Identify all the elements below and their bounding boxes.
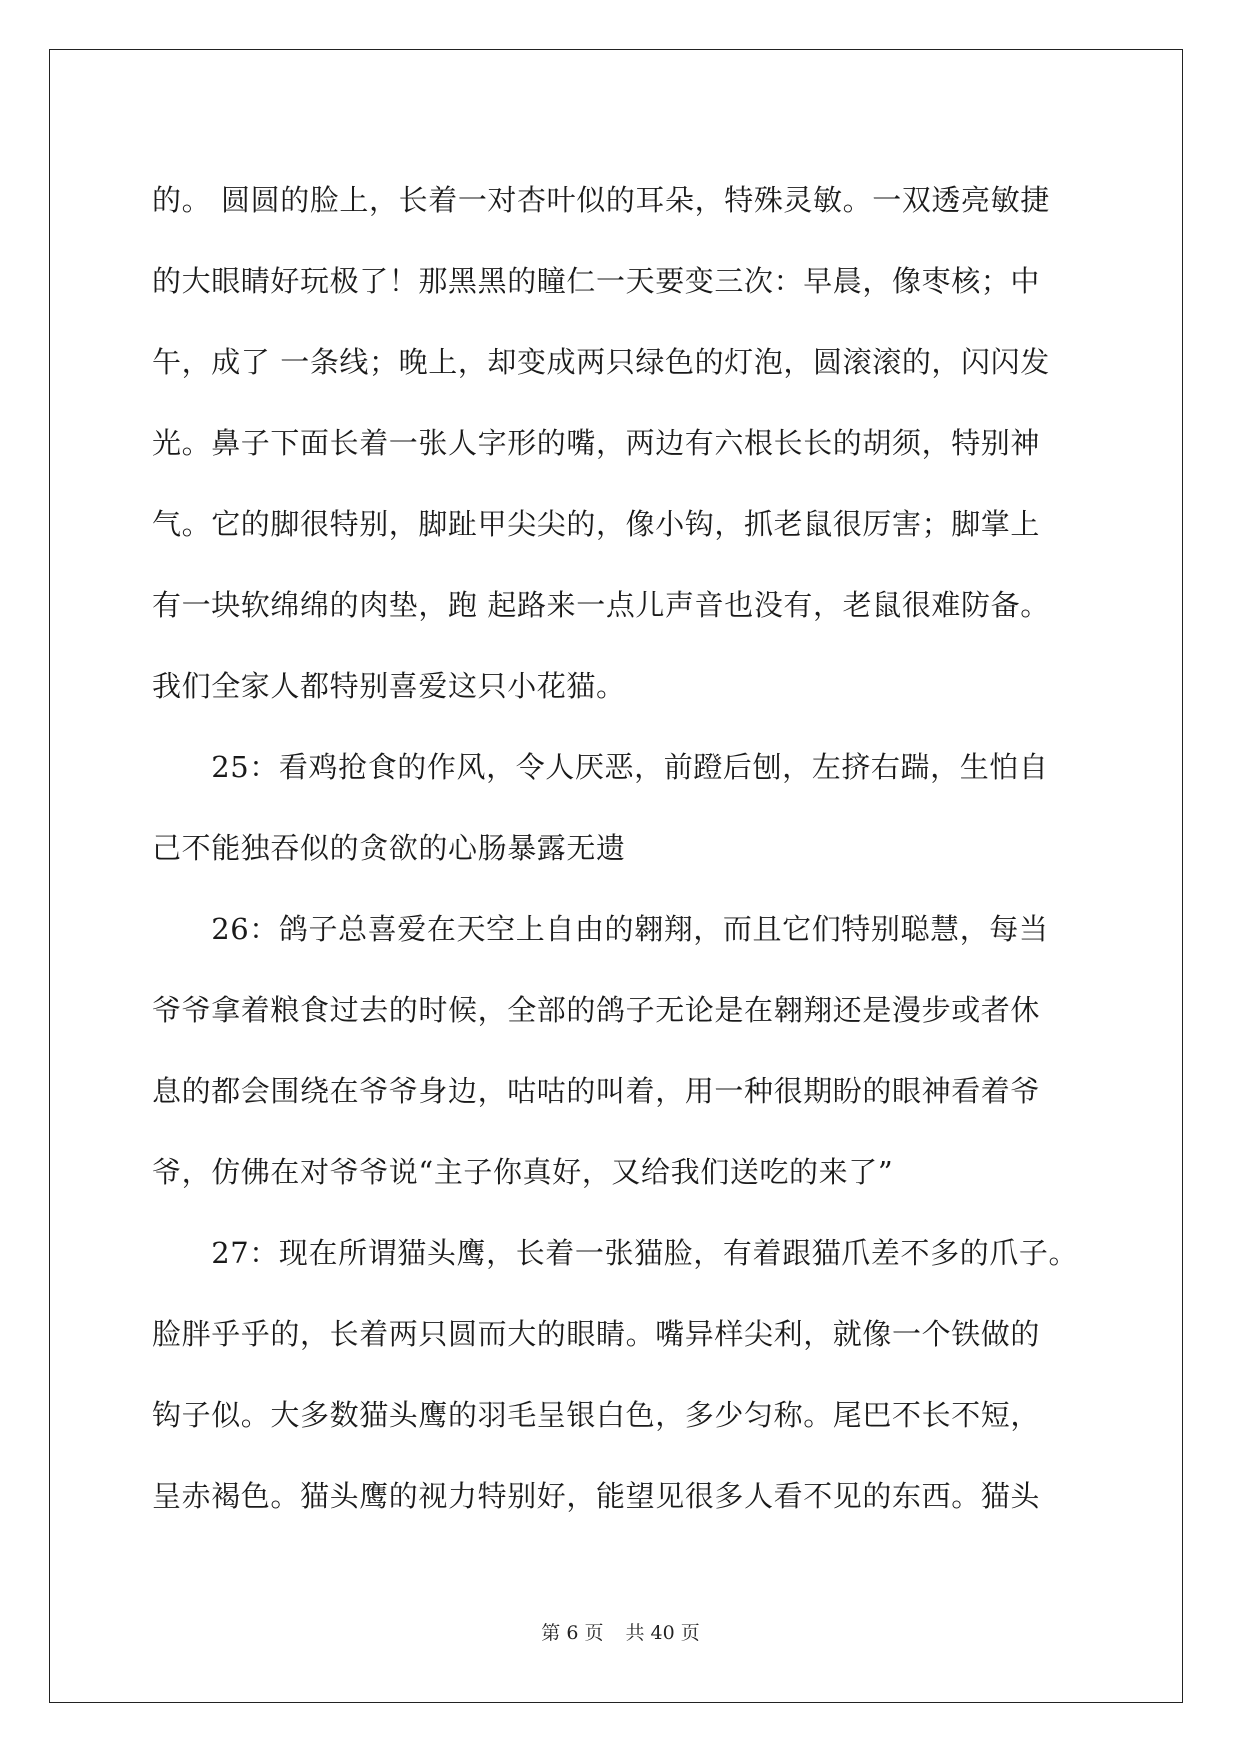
text-line: 有一块软绵绵的肉垫，跑 起路来一点儿声音也没有，老鼠很难防备。 bbox=[152, 588, 1050, 622]
text-line: 光。鼻子下面长着一张人字形的嘴，两边有六根长长的胡须，特别神 bbox=[152, 426, 1041, 460]
text-line: 午，成了 一条线；晚上，却变成两只绿色的灯泡，圆滚滚的，闪闪发 bbox=[152, 345, 1050, 379]
text-line: 呈赤褐色。猫头鹰的视力特别好，能望见很多人看不见的东西。猫头 bbox=[152, 1479, 1041, 1513]
text-line: 钩子似。大多数猫头鹰的羽毛呈银白色，多少匀称。尾巴不长不短， bbox=[152, 1398, 1041, 1432]
text-line: 息的都会围绕在爷爷身边，咕咕的叫着，用一种很期盼的眼神看着爷 bbox=[152, 1074, 1041, 1108]
page-footer bbox=[0, 1618, 1241, 1645]
paragraph-26-line: 26：鸽子总喜爱在天空上自由的翱翔，而且它们特别聪慧，每当 bbox=[152, 912, 1049, 946]
text-line: 己不能独吞似的贪欲的心肠暴露无遗 bbox=[152, 831, 626, 865]
paragraph-27-line: 27：现在所谓猫头鹰，长着一张猫脸，有着跟猫爪差不多的爪子。 bbox=[152, 1236, 1079, 1270]
text-line: 的。 圆圆的脸上，长着一对杏叶似的耳朵，特殊灵敏。一双透亮敏捷 bbox=[152, 183, 1050, 217]
total-pages: 共 40 页 bbox=[625, 1622, 700, 1644]
paragraph-25-line: 25：看鸡抢食的作风，令人厌恶，前蹬后刨，左挤右踹，生怕自 bbox=[152, 750, 1049, 784]
text-line: 的大眼睛好玩极了！那黑黑的瞳仁一天要变三次：早晨，像枣核；中 bbox=[152, 264, 1041, 298]
text-line: 我们全家人都特别喜爱这只小花猫。 bbox=[152, 669, 626, 703]
text-line: 脸胖乎乎的，长着两只圆而大的眼睛。嘴异样尖利，就像一个铁做的 bbox=[152, 1317, 1041, 1351]
text-line: 爷，仿佛在对爷爷说“主子你真好，又给我们送吃的来了” bbox=[152, 1155, 894, 1189]
text-line: 爷爷拿着粮食过去的时候，全部的鸽子无论是在翱翔还是漫步或者休 bbox=[152, 993, 1041, 1027]
text-line: 气。它的脚很特别，脚趾甲尖尖的，像小钩，抓老鼠很厉害；脚掌上 bbox=[152, 507, 1041, 541]
page-number: 第 6 页 bbox=[541, 1622, 604, 1644]
document-body bbox=[152, 160, 1092, 1537]
